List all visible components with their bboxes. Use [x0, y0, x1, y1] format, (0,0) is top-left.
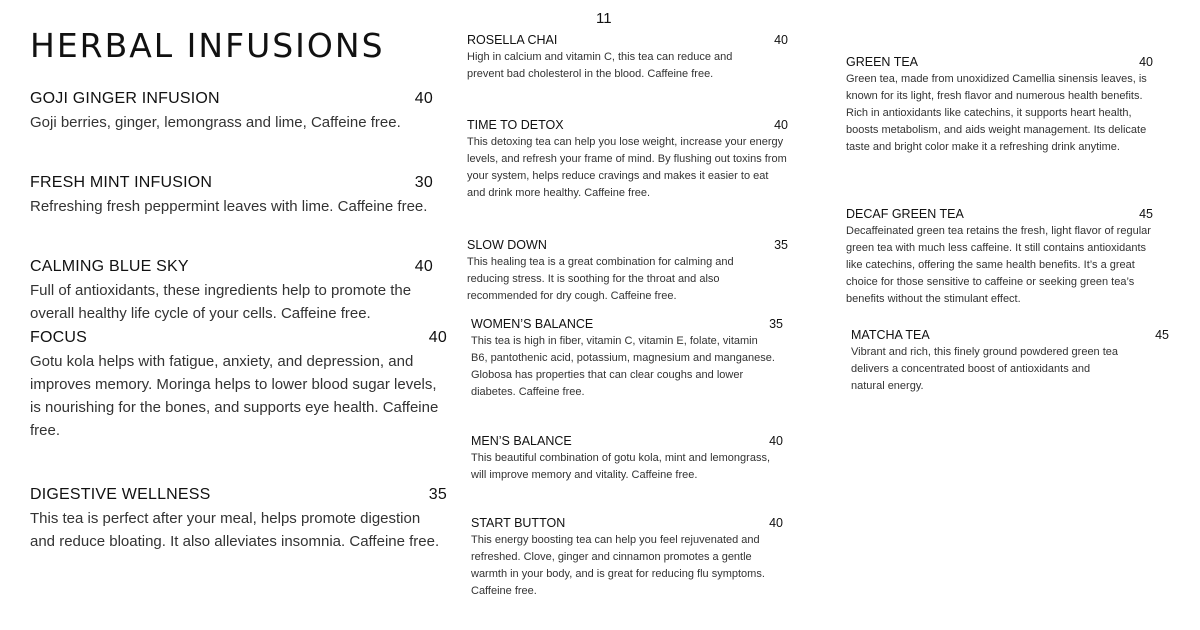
item-description: This tea is high in fiber, vitamin C, vitamin E, folate, vitamin B6, pantothenic acid, potassium, magnesium and manganese. Globosa has properties that can clear coughs and lower diabetes. Caffeine free.: [471, 335, 775, 398]
menu-item-womens-balance: [471, 317, 783, 401]
menu-item-matcha-tea: [851, 328, 1169, 395]
item-price: 45: [1155, 328, 1169, 342]
item-description: Gotu kola helps with fatigue, anxiety, and depression, and improves memory. Moringa helps to lower blood sugar levels, is nourishing for the bones, and supports eye health. Caffeine free.: [30, 353, 439, 439]
item-name: TIME TO DETOX: [467, 118, 564, 132]
item-price: 40: [769, 434, 783, 448]
item-name: GOJI GINGER INFUSION: [30, 90, 220, 107]
item-name: DIGESTIVE WELLNESS: [30, 486, 211, 503]
item-price: 40: [414, 258, 433, 275]
item-name: FOCUS: [30, 329, 87, 346]
item-description: High in calcium and vitamin C, this tea can reduce and prevent bad cholesterol in the blood. Caffeine free.: [467, 51, 733, 80]
menu-item-focus: [30, 329, 447, 442]
item-description: This beautiful combination of gotu kola, mint and lemongrass, will improve memory and vitality. Caffeine free.: [471, 452, 770, 481]
item-name: DECAF GREEN TEA: [846, 207, 964, 221]
menu-item-digestive-wellness: [30, 486, 447, 553]
item-description: This detoxing tea can help you lose weight, increase your energy levels, and refresh your frame of mind. By flushing out toxins from your system, helps reduce cravings and makes it easier to eat and drink more healthy. Caffeine free.: [467, 136, 787, 199]
item-price: 35: [769, 317, 783, 331]
item-price: 40: [428, 329, 447, 346]
item-description: This tea is perfect after your meal, helps promote digestion and reduce bloating. It also alleviates insomnia. Caffeine free.: [30, 510, 440, 550]
item-name: MEN’S BALANCE: [471, 434, 572, 448]
item-description: Vibrant and rich, this finely ground powdered green tea delivers a concentrated boost of antioxidants and natural energy.: [851, 346, 1119, 392]
item-description: Full of antioxidants, these ingredients help to promote the overall healthy life cycle of your cells. Caffeine free.: [30, 282, 412, 322]
item-name: MATCHA TEA: [851, 328, 930, 342]
item-price: 40: [774, 118, 788, 132]
page-number: 11: [596, 10, 612, 27]
item-description: Green tea, made from unoxidized Camellia sinensis leaves, is known for its light, fresh flavor and numerous health benefits. Rich in antioxidants like catechins, it supports heart health, boosts metabolism, and aids weight management. Its delicate taste and bright color make it a refreshing drink anytime.: [846, 73, 1147, 153]
page-title: HERBAL INFUSIONS: [30, 26, 385, 65]
item-description: Goji berries, ginger, lemongrass and lime, Caffeine free.: [30, 114, 401, 131]
item-name: FRESH MINT INFUSION: [30, 174, 213, 191]
item-name: START BUTTON: [471, 516, 566, 530]
menu-item-rosella-chai: [467, 33, 788, 83]
item-name: WOMEN’S BALANCE: [471, 317, 594, 331]
menu-item-fresh-mint: [30, 174, 433, 218]
item-description: This healing tea is a great combination for calming and reducing stress. It is soothing for the throat and also recommended for dry cough. Caffeine free.: [467, 256, 734, 302]
item-price: 40: [1139, 55, 1153, 69]
menu-item-decaf-green-tea: [846, 207, 1153, 308]
item-description: Refreshing fresh peppermint leaves with lime. Caffeine free.: [30, 198, 428, 215]
menu-item-goji-ginger: [30, 90, 433, 134]
item-price: 30: [414, 174, 433, 191]
item-description: This energy boosting tea can help you feel rejuvenated and refreshed. Clove, ginger and cinnamon promotes a gentle warmth in your body, and is great for reducing flu symptoms. Caffeine free.: [471, 534, 765, 597]
item-name: CALMING BLUE SKY: [30, 258, 189, 275]
menu-item-slow-down: [467, 238, 788, 305]
item-price: 35: [428, 486, 447, 503]
item-price: 35: [774, 238, 788, 252]
item-price: 40: [774, 33, 788, 47]
menu-item-time-to-detox: [467, 118, 788, 202]
item-name: ROSELLA CHAI: [467, 33, 558, 47]
item-price: 40: [414, 90, 433, 107]
menu-item-calming-blue-sky: [30, 258, 433, 325]
menu-item-mens-balance: [471, 434, 783, 484]
menu-item-start-button: [471, 516, 783, 600]
item-name: GREEN TEA: [846, 55, 919, 69]
item-price: 40: [769, 516, 783, 530]
item-price: 45: [1139, 207, 1153, 221]
item-name: SLOW DOWN: [467, 238, 547, 252]
item-description: Decaffeinated green tea retains the fresh, light flavor of regular green tea with much less caffeine. It still contains antioxidants like catechins, offering the same health benefits. It’s a great choice for those sensitive to caffeine or seeking green tea’s benefits without the stimulant effect.: [846, 225, 1151, 305]
menu-item-green-tea: [846, 55, 1153, 156]
